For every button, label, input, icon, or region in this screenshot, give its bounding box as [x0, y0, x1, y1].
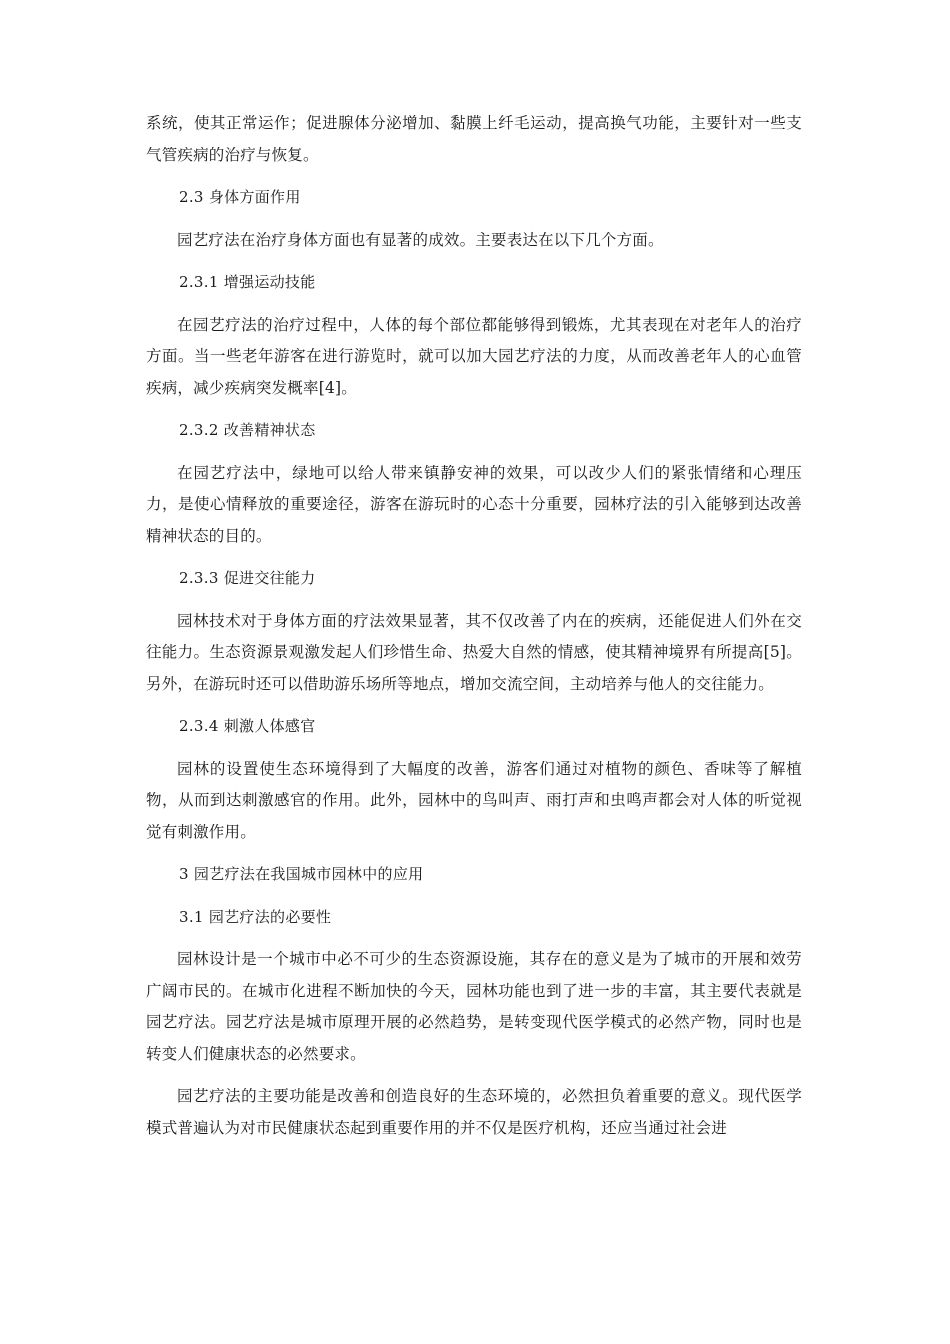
paragraph-respiratory-continuation: 系统，使其正常运作；促进腺体分泌增加、黏膜上纤毛运动，提高换气功能，主要针对一些支气管疾病的治疗与恢复。: [146, 114, 802, 164]
section-heading-2-3: 2.3 身体方面作用: [179, 188, 301, 206]
paragraph-social-ability: 园林技术对于身体方面的疗法效果显著，其不仅改善了内在的疾病，还能促进人们外在交往能力。生态资源景观激发起人们珍惜生命、热爱大自然的情感，使其精神境界有所提高[5]。另外，在游玩时还可以借助游乐场所等地点，增加交流空间，主动培养与他人的交往能力。: [146, 611, 802, 693]
section-heading-2-3-4: 2.3.4 刺激人体感官: [179, 717, 316, 735]
paragraph-motor-skills: 在园艺疗法的治疗过程中，人体的每个部位都能够得到锻炼，尤其表现在对老年人的治疗方面。当一些老年游客在进行游览时，就可以加大园艺疗法的力度，从而改善老年人的心血管疾病，减少疾病突发概率[4]。: [146, 315, 802, 397]
paragraph-sensory-stimulation: 园林的设置使生态环境得到了大幅度的改善，游客们通过对植物的颜色、香味等了解植物，从而到达刺激感官的作用。此外，园林中的鸟叫声、雨打声和虫鸣声都会对人体的听觉视觉有刺激作用。: [146, 759, 802, 841]
paragraph-mental-state: 在园艺疗法中，绿地可以给人带来镇静安神的效果，可以改少人们的紧张情绪和心理压力，是使心情释放的重要途径，游客在游玩时的心态十分重要，园林疗法的引入能够到达改善精神状态的目的。: [146, 463, 802, 545]
section-heading-2-3-2: 2.3.2 改善精神状态: [179, 421, 316, 439]
section-heading-2-3-3: 2.3.3 促进交往能力: [179, 569, 316, 587]
paragraph-physical-effects-intro: 园艺疗法在治疗身体方面也有显著的成效。主要表达在以下几个方面。: [177, 230, 664, 249]
section-heading-3: 3 园艺疗法在我国城市园林中的应用: [179, 865, 424, 883]
section-heading-2-3-1: 2.3.1 增强运动技能: [179, 273, 316, 291]
document-page: [146, 108, 802, 1144]
section-heading-3-1: 3.1 园艺疗法的必要性: [179, 907, 332, 926]
paragraph-main-function: 园艺疗法的主要功能是改善和创造良好的生态环境的，必然担负着重要的意义。现代医学模式普遍认为对市民健康状态起到重要作用的并不仅是医疗机构，还应当通过社会进: [146, 1087, 802, 1137]
paragraph-necessity: 园林设计是一个城市中必不可少的生态资源设施，其存在的意义是为了城市的开展和效劳广阔市民的。在城市化进程不断加快的今天，园林功能也到了进一步的丰富，其主要代表就是园艺疗法。园艺疗法是城市原理开展的必然趋势，是转变现代医学模式的必然产物，同时也是转变人们健康状态的必然要求。: [146, 950, 802, 1063]
